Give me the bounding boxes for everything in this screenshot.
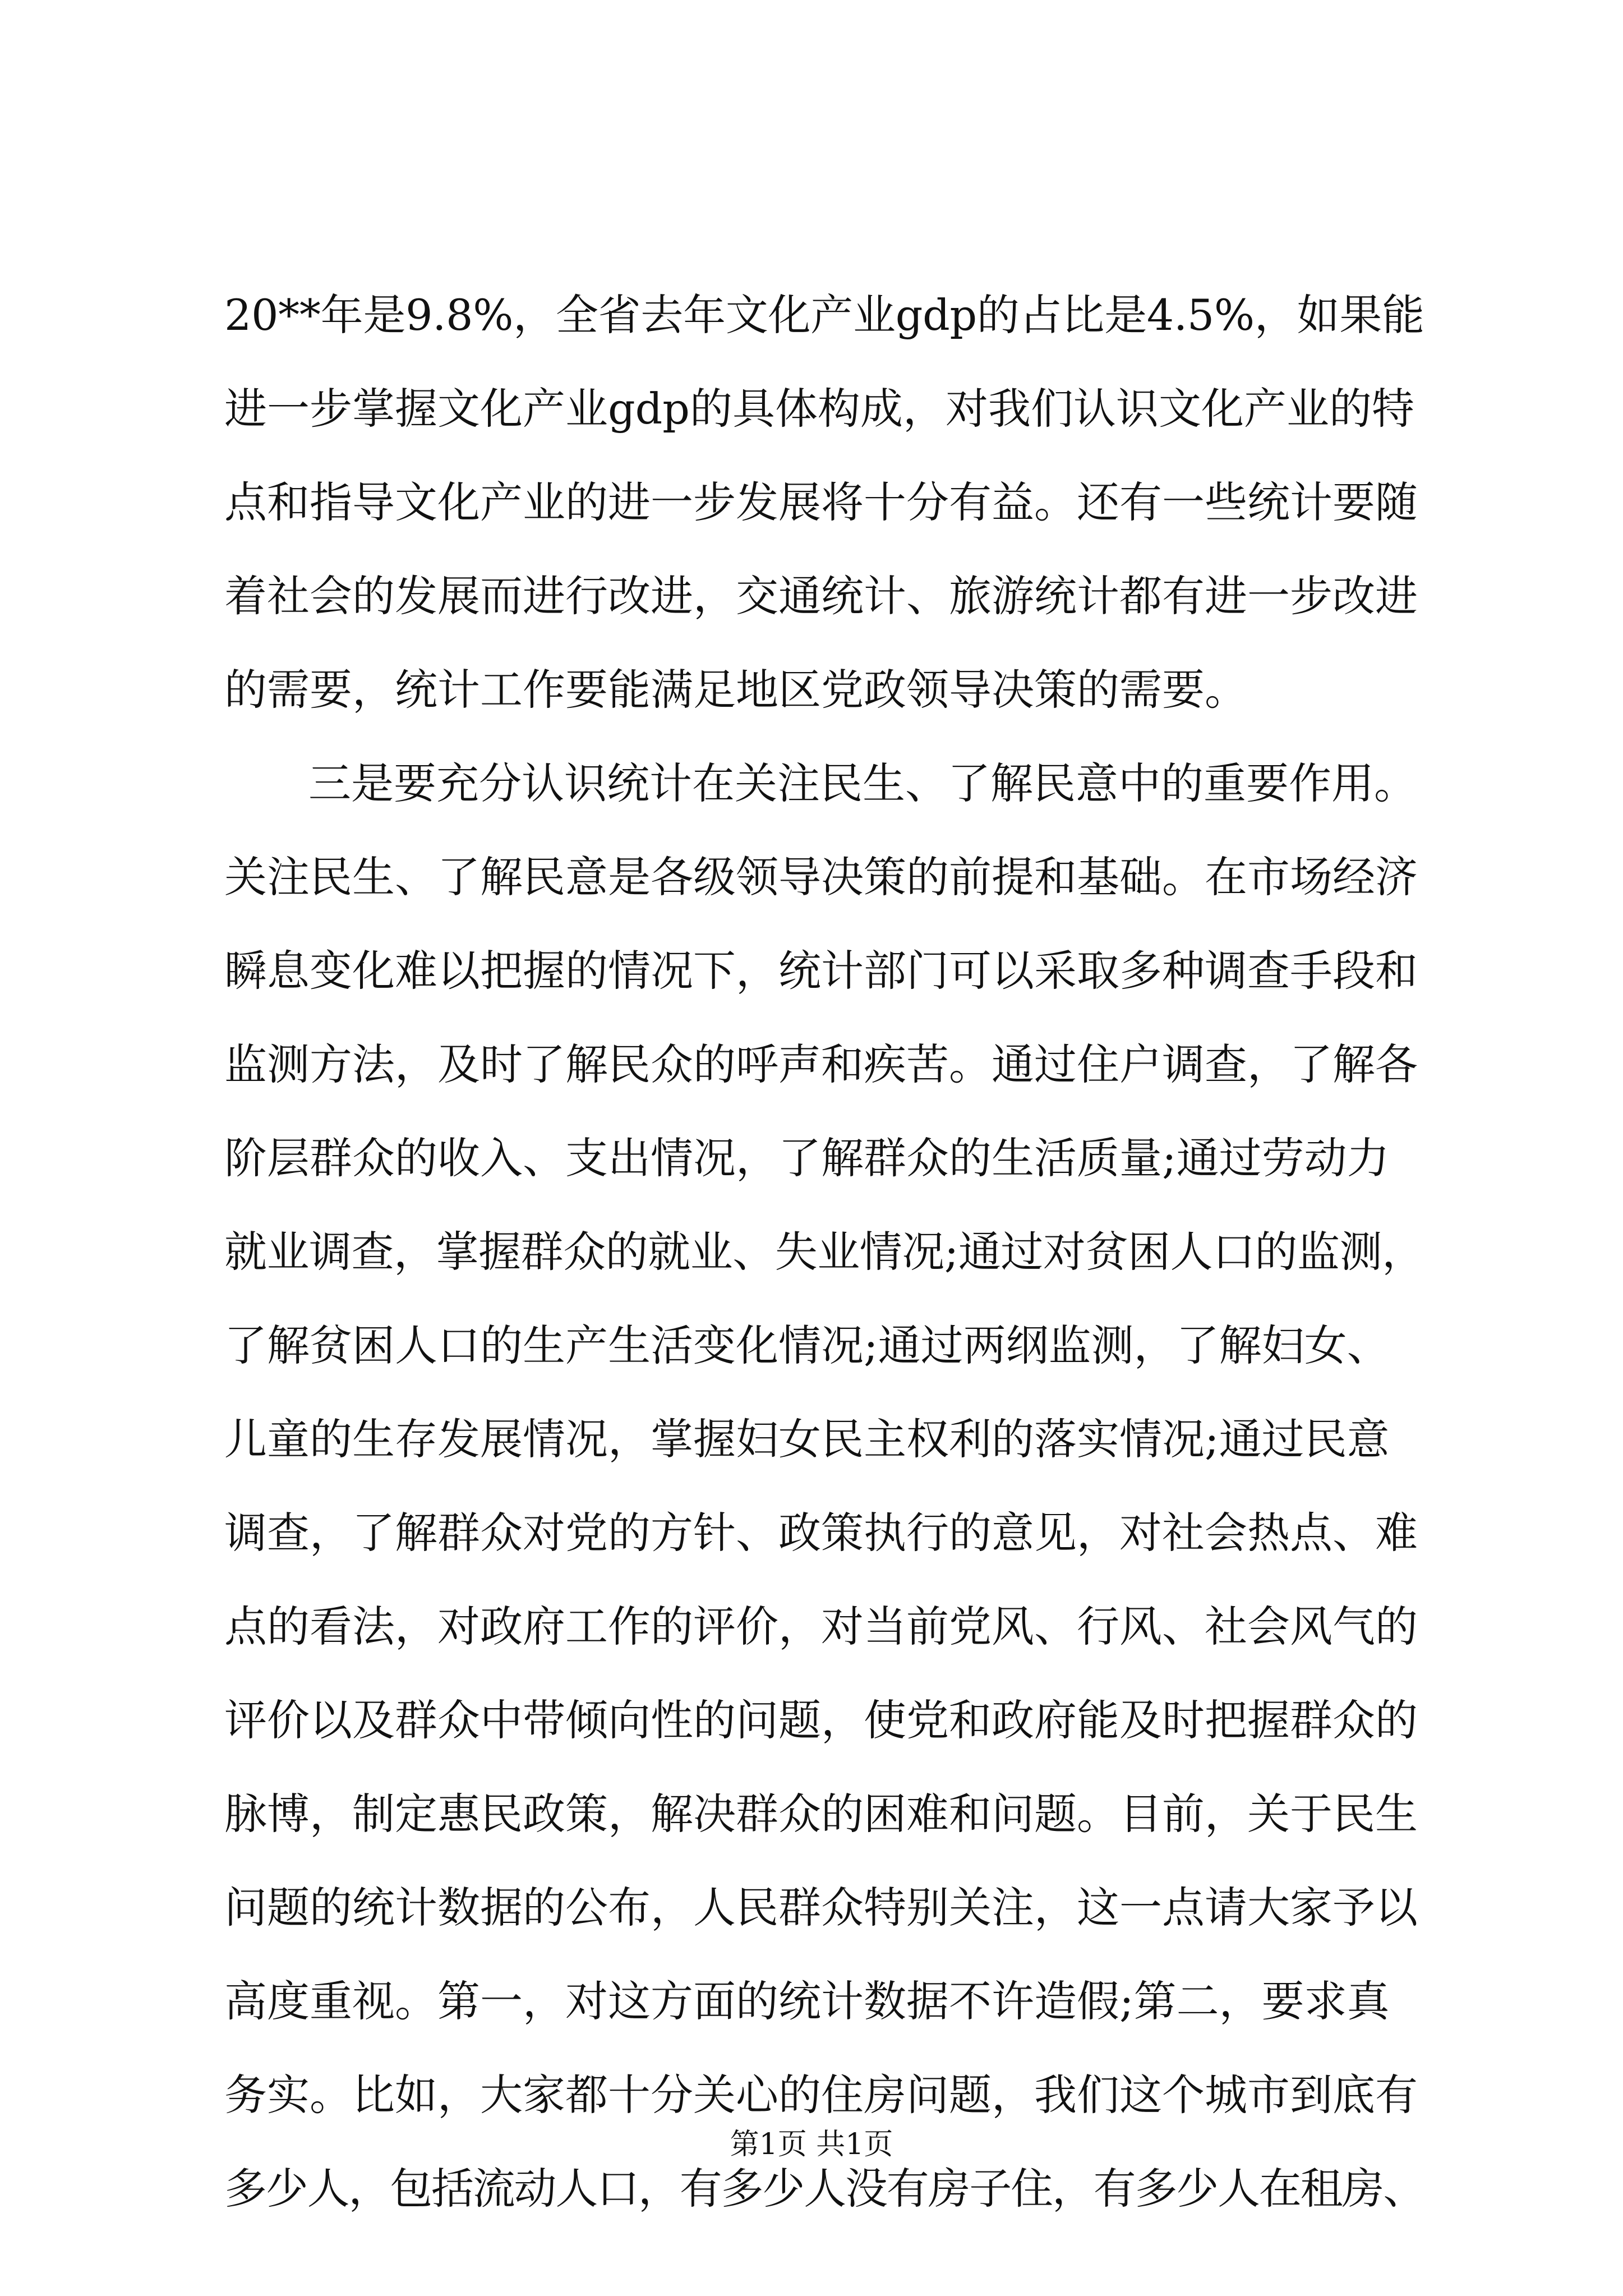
text-line: 问题的统计数据的公布，人民群众特别关注，这一点请大家予以 [224, 1883, 1418, 1932]
text-line: 关注民生、了解民意是各级领导决策的前提和基础。在市场经济 [224, 852, 1418, 902]
text-line: 务实。比如，大家都十分关心的住房问题，我们这个城市到底有 [224, 2070, 1418, 2120]
text-line: 瞬息变化难以把握的情况下，统计部门可以采取多种调查手段和 [224, 946, 1418, 996]
body-text [224, 268, 1424, 2235]
text-line: 高度重视。第一，对这方面的统计数据不许造假;第二，要求真 [224, 1976, 1390, 2026]
text-line: 儿童的生存发展情况，掌握妇女民主权利的落实情况;通过民意 [224, 1414, 1390, 1464]
paragraph-first-line: 三是要充分认识统计在关注民生、了解民意中的重要作用。 [308, 758, 1417, 808]
text-line: 多少人，包括流动人口，有多少人没有房子住，有多少人在租房、 [224, 2164, 1424, 2214]
text-line: 脉博，制定惠民政策，解决群众的困难和问题。目前，关于民生 [224, 1789, 1418, 1839]
text-line: 点的看法，对政府工作的评价，对当前党风、行风、社会风气的 [224, 1602, 1418, 1651]
text-line: 进一步掌握文化产业gdp的具体构成，对我们认识文化产业的特 [224, 384, 1414, 434]
text-line: 调查，了解群众对党的方针、政策执行的意见，对社会热点、难 [224, 1508, 1418, 1558]
text-line: 点和指导文化产业的进一步发展将十分有益。还有一些统计要随 [224, 477, 1418, 527]
text-line: 就业调查，掌握群众的就业、失业情况;通过对贫困人口的监测， [224, 1227, 1424, 1277]
text-line: 监测方法，及时了解民众的呼声和疾苦。通过住户调查，了解各 [224, 1039, 1418, 1089]
text-line: 阶层群众的收入、支出情况，了解群众的生活质量;通过劳动力 [224, 1133, 1390, 1183]
text-line: 着社会的发展而进行改进，交通统计、旅游统计都有进一步改进 [224, 571, 1418, 621]
text-line: 评价以及群众中带倾向性的问题，使党和政府能及时把握群众的 [224, 1695, 1418, 1745]
text-line: 20**年是9.8%，全省去年文化产业gdp的占比是4.5%，如果能 [224, 290, 1424, 340]
text-line: 的需要，统计工作要能满足地区党政领导决策的需要。 [224, 665, 1247, 715]
text-line: 了解贫困人口的生产生活变化情况;通过两纲监测，了解妇女、 [224, 1320, 1390, 1370]
page-number-footer: 第1页 共1页 [730, 2128, 893, 2161]
